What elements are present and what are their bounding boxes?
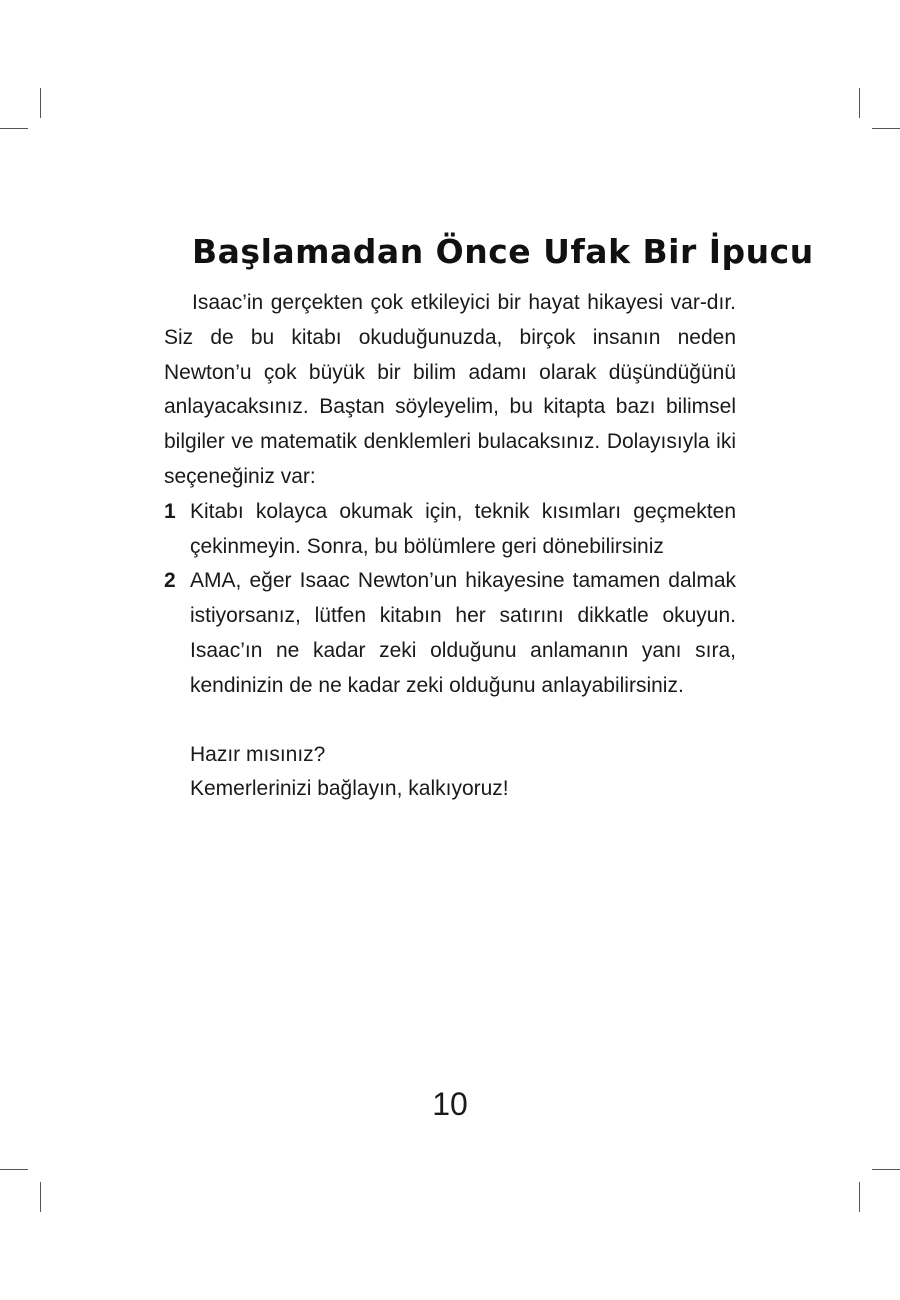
- page-number: 10: [432, 1086, 468, 1122]
- crop-mark-bottom-right-horizontal: [872, 1169, 900, 1170]
- crop-mark-bottom-left-vertical: [40, 1182, 41, 1212]
- crop-mark-bottom-right-vertical: [859, 1182, 860, 1212]
- crop-mark-top-left-horizontal: [0, 128, 28, 129]
- intro-paragraph: Isaac’in gerçekten çok etkileyici bir hayat hikayesi var-dır. Siz de bu kitabı okuduğunuzda, birçok insanın neden Newton’u çok büyük bir bilim adamı olarak düşündüğünü anlayacaksınız. Baştan söyleyelim, bu kitapta bazı bilimsel bilgiler ve matematik denklemleri bulacaksınız. Dolayısıyla iki seçeneğiniz var:: [164, 291, 736, 488]
- list-item-text: Kitabı kolayca okumak için, teknik kısımları geçmekten çekinmeyin. Sonra, bu bölümlere geri dönebilirsiniz: [190, 499, 736, 558]
- body-text: [164, 286, 736, 807]
- list-item: [164, 495, 736, 565]
- list-item: [164, 564, 736, 703]
- list-number: 2: [164, 569, 176, 593]
- crop-mark-top-left-vertical: [40, 88, 41, 118]
- crop-mark-top-right-vertical: [859, 88, 860, 118]
- page-title: Başlamadan Önce Ufak Bir İpucu: [192, 232, 814, 271]
- closing-block: [164, 738, 736, 808]
- crop-mark-top-right-horizontal: [872, 128, 900, 129]
- list-item-text: AMA, eğer Isaac Newton’un hikayesine tamamen dalmak istiyorsanız, lütfen kitabın her satırını dikkatle okuyun. Isaac’ın ne kadar zeki olduğunu anlamanın yanı sıra, kendinizin de ne kadar zeki olduğunu anlayabilirsiniz.: [190, 569, 736, 697]
- closing-question: Hazır mısınız?: [190, 742, 326, 766]
- list-number: 1: [164, 499, 176, 523]
- crop-mark-bottom-left-horizontal: [0, 1169, 28, 1170]
- closing-exclamation: Kemerlerinizi bağlayın, kalkıyoruz!: [190, 777, 509, 801]
